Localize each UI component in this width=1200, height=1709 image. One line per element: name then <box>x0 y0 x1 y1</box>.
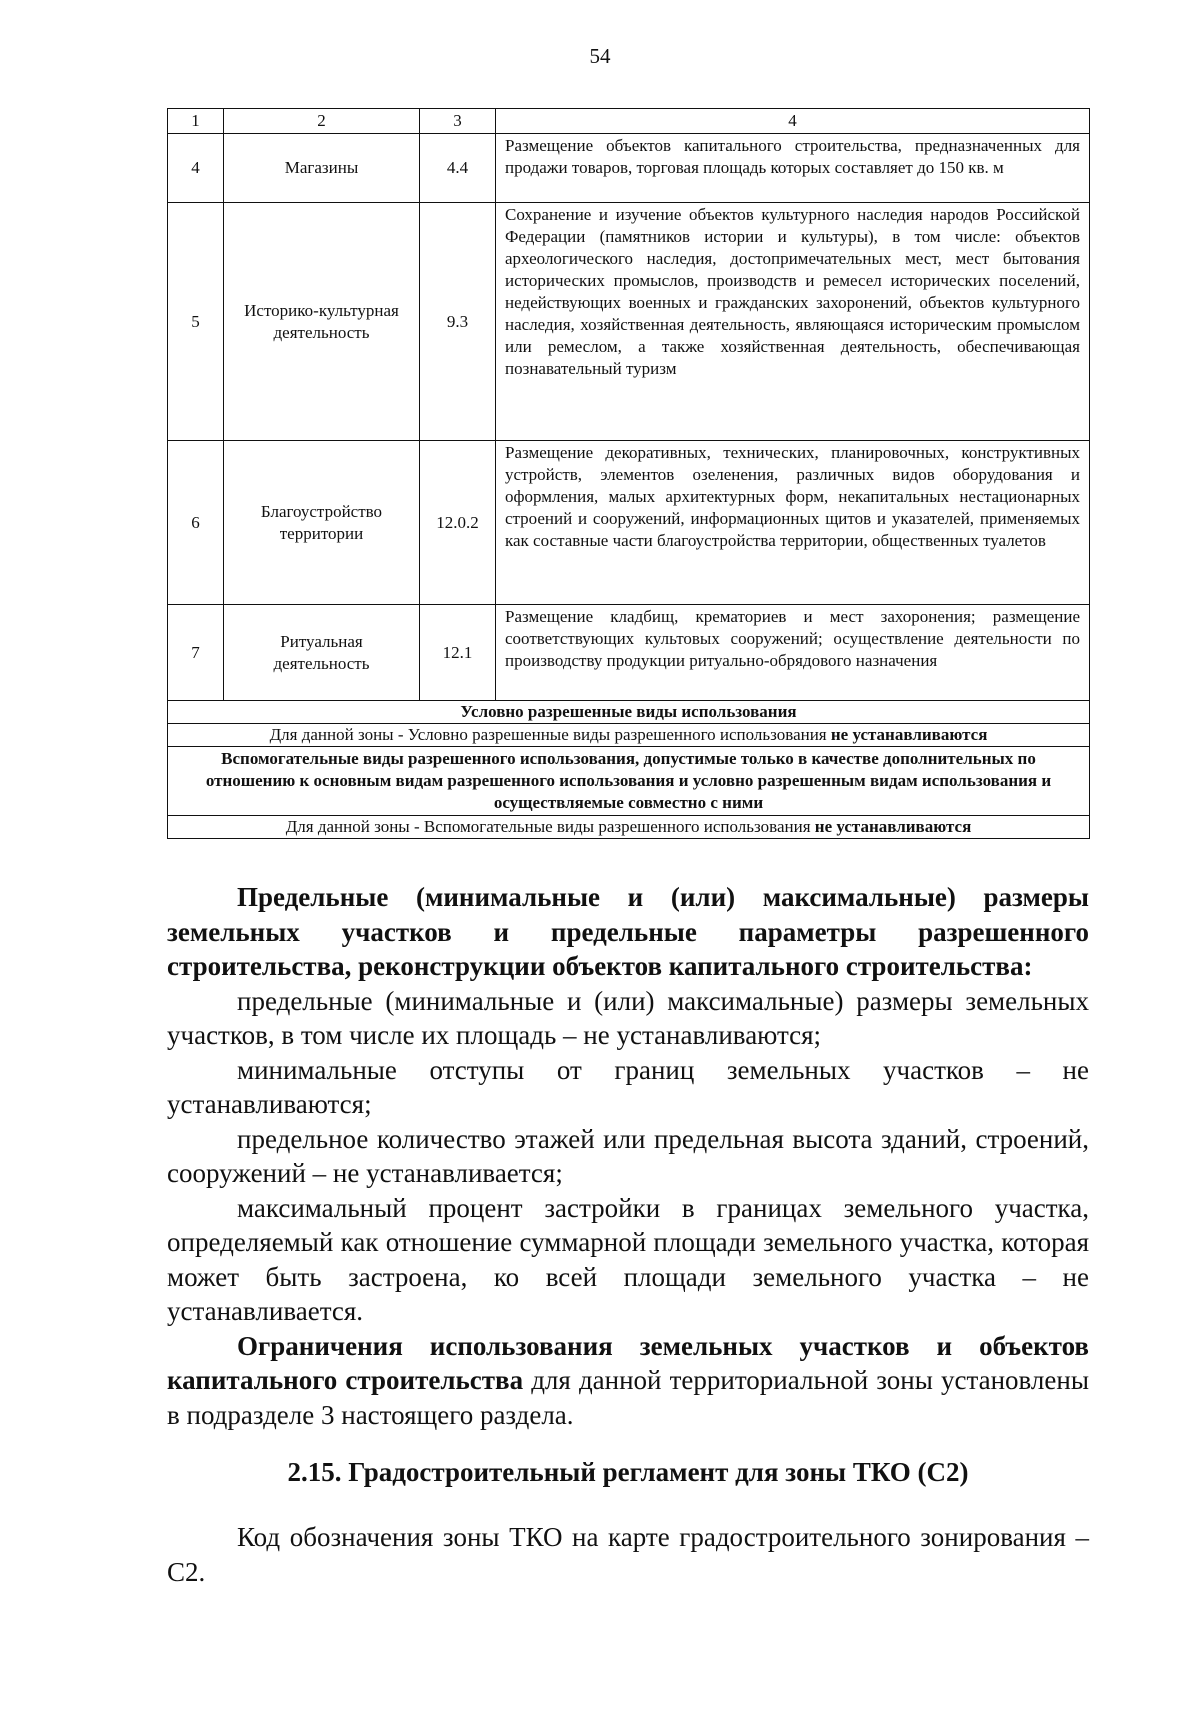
auxiliary-note-bold: не устанавливаются <box>814 817 972 836</box>
auxiliary-note-prefix: Для данной зоны - Вспомогательные виды разрешенного использования <box>285 817 815 836</box>
auxiliary-note <box>168 816 1090 839</box>
table-row <box>168 605 1090 701</box>
restrictions-rest: для данной территориальной зоны установлены в подразделе 3 настоящего раздела. <box>167 1365 1089 1430</box>
use-description: Размещение декоративных, технических, планировочных, конструктивных устройств, элементов озеленения, различных видов оборудования и оформления, малых архитектурных форм, некапитальных нестационарных строений и сооружений, информационных щитов и указателей, применяемых как составные части благоустройства территории, общественных туалетов <box>496 441 1090 605</box>
conditional-note-row <box>168 724 1090 747</box>
conditional-heading: Условно разрешенные виды использования <box>168 701 1090 724</box>
auxiliary-heading-row <box>168 747 1090 816</box>
auxiliary-note-row <box>168 816 1090 839</box>
row-number: 7 <box>168 605 224 701</box>
page-number: 54 <box>589 44 611 68</box>
table-row <box>168 203 1090 441</box>
table-header-row <box>168 109 1090 134</box>
use-description: Размещение объектов капитального строительства, предназначенных для продажи товаров, торговая площадь которых составляет до 150 кв. м <box>496 134 1090 203</box>
auxiliary-heading: Вспомогательные виды разрешенного использования, допустимые только в качестве дополнительных по отношению к основным видам разрешенного использования и условно разрешенным видам использования и осуществляемые совместно с ними <box>168 747 1090 816</box>
limits-section <box>167 880 1089 1432</box>
row-number: 4 <box>168 134 224 203</box>
header-cell: 2 <box>224 109 420 134</box>
conditional-note-prefix: Для данной зоны - Условно разрешенные виды разрешенного использования <box>269 725 831 744</box>
use-code: 4.4 <box>420 134 496 203</box>
limits-heading: Предельные (минимальные и (или) максимальные) размеры земельных участков и предельные параметры разрешенного строительства, реконструкции объектов капитального строительства: <box>167 882 1089 981</box>
table-row <box>168 134 1090 203</box>
use-description: Сохранение и изучение объектов культурного наследия народов Российской Федерации (памятников истории и культуры), в том числе: объектов археологического наследия, достопримечательных мест, мест бытования исторических промыслов, производств и ремесел исторических поселений, недействующих военных и гражданских захоронений, объектов культурного наследия, хозяйственная деятельность, являющаяся историческим промыслом или ремеслом, а также хозяйственная деятельность, обеспечивающая познавательный туризм <box>496 203 1090 441</box>
header-cell: 4 <box>496 109 1090 134</box>
row-number: 5 <box>168 203 224 441</box>
limit-item: максимальный процент застройки в границах земельного участка, определяемый как отношение суммарной площади земельного участка, которая может быть застроена, ко всей площади земельного участка – не устанавливается. <box>167 1192 1089 1326</box>
restrictions-bold: Ограничения использования земельных участков и объектов капитального строительства <box>167 1330 1089 1395</box>
zone-code-section <box>167 1520 1089 1589</box>
use-code: 12.1 <box>420 605 496 701</box>
row-number: 6 <box>168 441 224 605</box>
use-name: Историко-культурная деятельность <box>224 203 420 441</box>
use-name: Магазины <box>224 134 420 203</box>
use-description: Размещение кладбищ, крематориев и мест захоронения; размещение соответствующих культовых сооружений; осуществление деятельности по производству продукции ритуально-обрядового назначения <box>496 605 1090 701</box>
use-code: 12.0.2 <box>420 441 496 605</box>
conditional-note <box>168 724 1090 747</box>
limit-item: предельные (минимальные и (или) максимальные) размеры земельных участков, в том числе их площадь – не устанавливаются; <box>167 985 1089 1050</box>
section-title: 2.15. Градостроительный регламент для зоны ТКО (С2) <box>287 1457 969 1487</box>
use-name: Ритуальная деятельность <box>224 605 420 701</box>
use-name: Благоустройство территории <box>224 441 420 605</box>
header-cell: 3 <box>420 109 496 134</box>
header-cell: 1 <box>168 109 224 134</box>
limit-item: предельное количество этажей или предельная высота зданий, строений, сооружений – не устанавливается; <box>167 1123 1089 1188</box>
conditional-note-bold: не устанавливаются <box>830 725 988 744</box>
land-use-table <box>167 108 1090 839</box>
limit-item: минимальные отступы от границ земельных участков – не устанавливаются; <box>167 1054 1089 1119</box>
table-row <box>168 441 1090 605</box>
restrictions-paragraph <box>167 1329 1089 1433</box>
conditional-heading-row <box>168 701 1090 724</box>
zone-code-text: Код обозначения зоны ТКО на карте градостроительного зонирования – С2. <box>167 1522 1089 1587</box>
use-code: 9.3 <box>420 203 496 441</box>
